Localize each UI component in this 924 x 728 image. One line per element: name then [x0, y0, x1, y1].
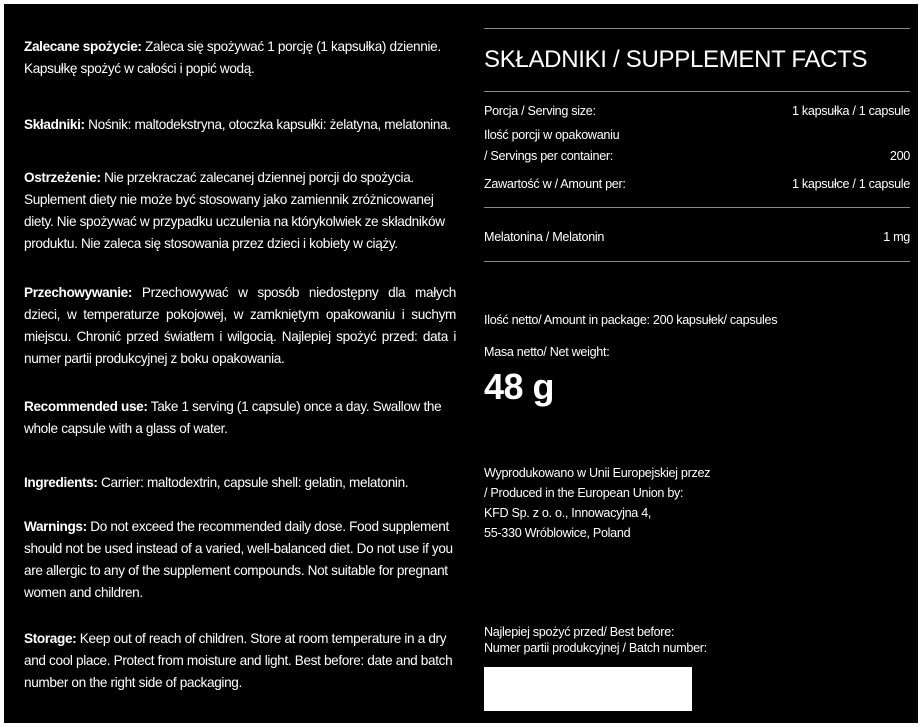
amount-per-label: Zawartość w / Amount per: — [484, 177, 626, 191]
facts-title: SKŁADNIKI / SUPPLEMENT FACTS — [484, 46, 868, 73]
batch-print-box — [484, 667, 692, 711]
ingredients-pl: Składniki: Nośnik: maltodekstryna, otoczka kapsułki: żelatyna, melatonina. — [24, 117, 451, 132]
net-weight-value: 48 g — [484, 366, 555, 407]
ingredient-value: 1 mg — [883, 230, 910, 244]
recommended-use-pl: Zalecane spożycie: Zaleca się spożywać 1 porcję (1 kapsułka) dziennie. Kapsułkę spożyć w całości i popić wodą. — [24, 39, 441, 76]
producer-line-1: Wyprodukowano w Unii Europejskiej przez — [484, 466, 711, 480]
recommended-use-en: Recommended use: Take 1 serving (1 capsule) once a day. Swallow the whole capsule with a glass of water. — [24, 399, 442, 436]
storage-pl: Przechowywanie: Przechowywać w sposób niedostępny dla małych dzieci, w temperaturze pokojowej, w zamkniętym opakowaniu i suchym miejscu. Chronić przed światłem i wilgocią. Najlepiej spożyć przed: data i numer partii produkcyjnej z boku opakowania. — [24, 285, 456, 366]
supplement-facts-panel: SKŁADNIKI / SUPPLEMENT FACTS Porcja / Serving size: 1 kapsułka / 1 capsule Ilość porcji w opakowaniu / Servings per container: 200 Zawartość w / Amount per: 1 kapsułce / 1 capsule Melatonina / Melatonin 1 mg Ilość netto/ Amount in package: 200 kapsułek/ capsules Masa netto/ Net weight: 48 g Wyprodukowano w Unii Europejskiej przez / Produced in the European Union by: KFD Sp. z o. o., Innowacyjna 4, 55-330 Wróblowice, Poland Najlepiej spożyć przed/ Best before: Numer partii produkcyjnej / Batch number: — [484, 4, 912, 723]
net-amount: Ilość netto/ Amount in package: 200 kapsułek/ capsules — [484, 313, 778, 327]
divider — [484, 207, 910, 208]
producer-line-4: 55-330 Wróblowice, Poland — [484, 526, 631, 540]
warnings-pl: Ostrzeżenie: Nie przekraczać zalecanej dziennej porcji do spożycia. Suplement diety nie może być stosowany jako zamiennik zróżnicowanej diety. Nie spożywać w przypadku uczulenia na którykolwiek ze składników produktu. Nie zaleca się stosowania przez dzieci i kobiety w ciąży. — [24, 170, 445, 251]
servings-label: / Servings per container: — [484, 149, 614, 163]
storage-en: Storage: Keep out of reach of children. Store at room temperature in a dry and cool place. Protect from moisture and light. Best before: date and batch number on the right side of packaging. — [24, 631, 453, 690]
servings-value: 200 — [889, 149, 910, 163]
ingredient-label: Melatonina / Melatonin — [484, 230, 605, 244]
ingredients-en: Ingredients: Carrier: maltodextrin, capsule shell: gelatin, melatonin. — [24, 475, 409, 490]
producer-line-2: / Produced in the European Union by: — [484, 486, 684, 500]
warnings-en: Warnings: Do not exceed the recommended daily dose. Food supplement should not be used instead of a varied, well-balanced diet. Do not use if you are allergic to any of the supplement compounds. Not suitable for pregnant women and children. — [24, 519, 453, 600]
serving-size-value: 1 kapsułka / 1 capsule — [791, 104, 910, 118]
net-weight-label: Masa netto/ Net weight: — [484, 345, 610, 359]
divider — [484, 28, 910, 29]
supplement-label — [4, 4, 918, 723]
divider — [484, 91, 910, 92]
producer-line-3: KFD Sp. z o. o., Innowacyjna 4, — [484, 506, 652, 520]
batch-number-label: Numer partii produkcyjnej / Batch number: — [484, 641, 707, 655]
serving-size-label: Porcja / Serving size: — [484, 104, 596, 118]
divider — [484, 261, 910, 262]
best-before-label: Najlepiej spożyć przed/ Best before: — [484, 625, 675, 639]
amount-per-value: 1 kapsułce / 1 capsule — [791, 177, 910, 191]
